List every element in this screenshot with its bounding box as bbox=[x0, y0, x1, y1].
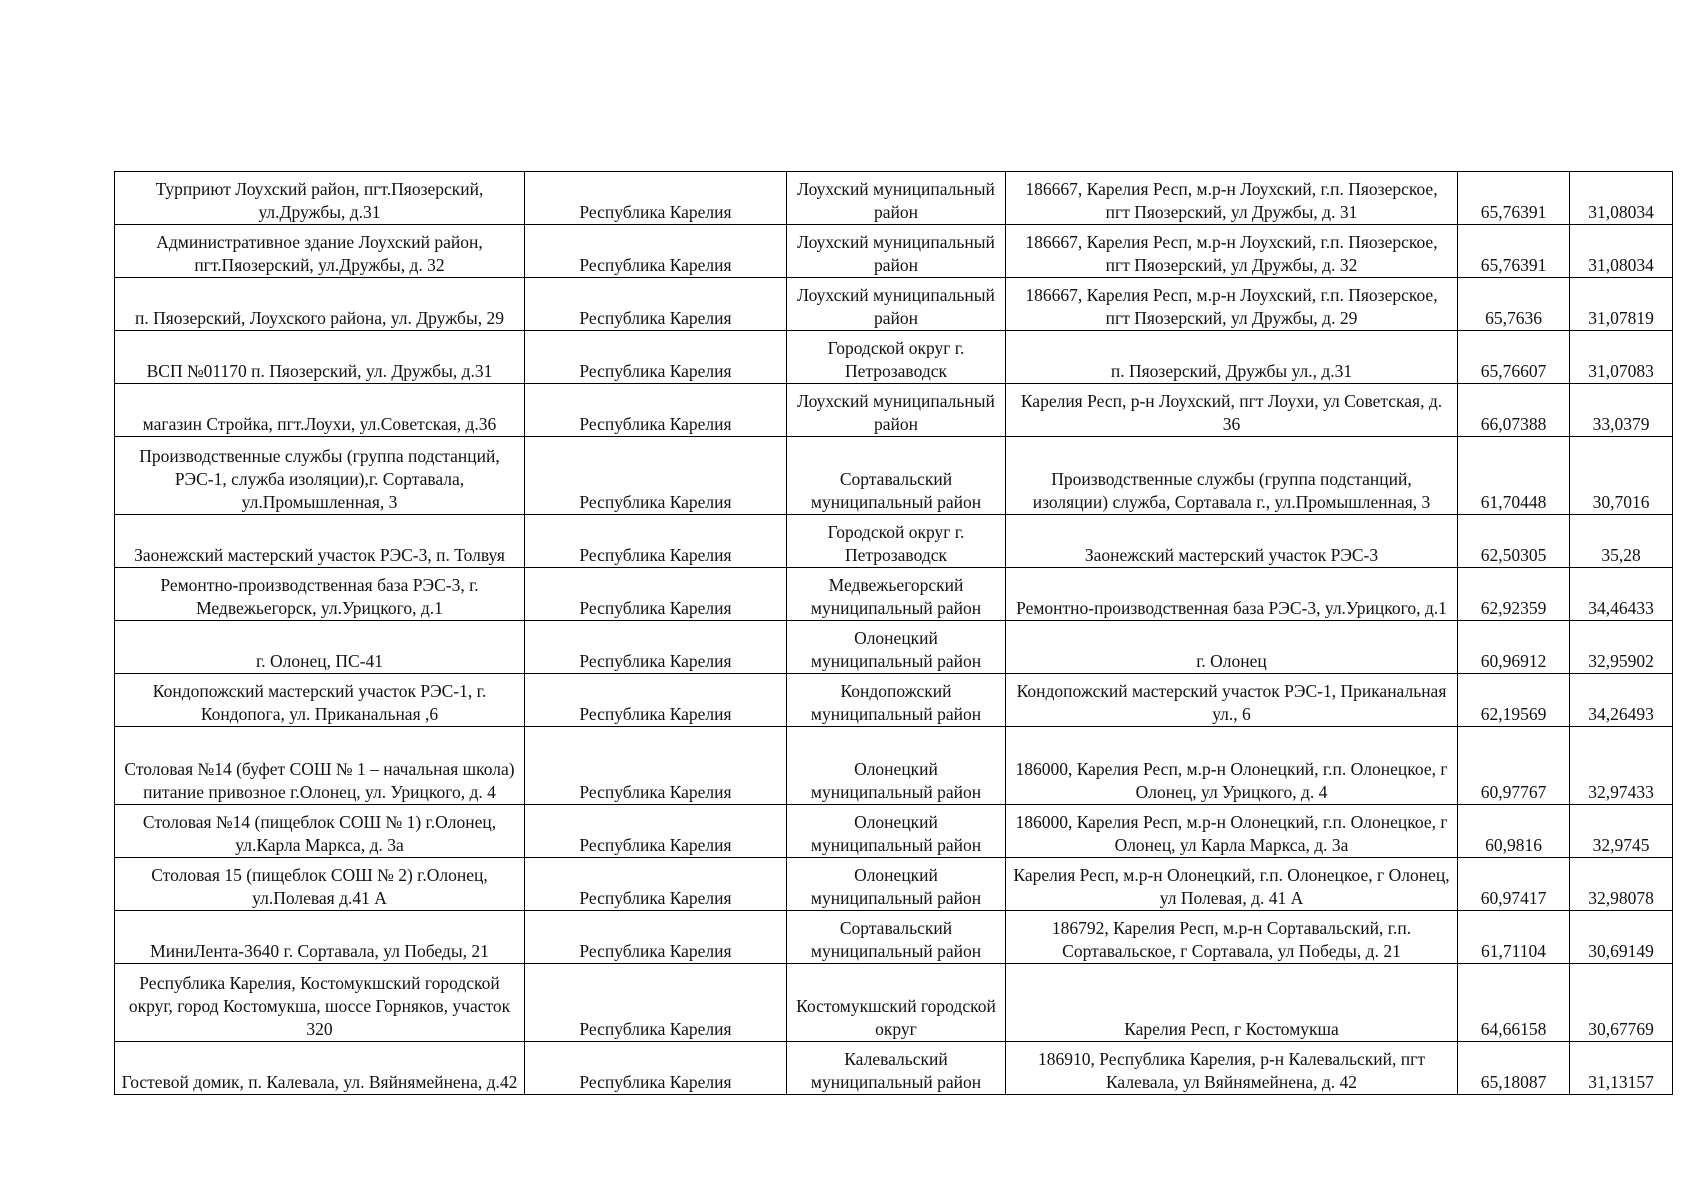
address-cell: Карелия Респ, г Костомукша bbox=[1006, 964, 1458, 1042]
address-cell: г. Олонец bbox=[1006, 621, 1458, 674]
object-name-cell: п. Пяозерский, Лоухского района, ул. Дружбы, 29 bbox=[115, 278, 525, 331]
municipality-cell: Лоухский муниципальный район bbox=[787, 384, 1006, 437]
table-row bbox=[115, 278, 1673, 331]
object-name-cell: магазин Стройка, пгт.Лоухи, ул.Советская, д.36 bbox=[115, 384, 525, 437]
address-cell: Карелия Респ, р-н Лоухский, пгт Лоухи, ул Советская, д. 36 bbox=[1006, 384, 1458, 437]
table-row bbox=[115, 225, 1673, 278]
latitude-cell: 60,96912 bbox=[1458, 621, 1570, 674]
object-name-cell: г. Олонец, ПС-41 bbox=[115, 621, 525, 674]
table-row bbox=[115, 384, 1673, 437]
region-cell: Республика Карелия bbox=[525, 225, 787, 278]
object-name-cell: Производственные службы (группа подстанций, РЭС-1, служба изоляции),г. Сортавала, ул.Промышленная, 3 bbox=[115, 437, 525, 515]
latitude-cell: 65,18087 bbox=[1458, 1042, 1570, 1095]
table-row bbox=[115, 437, 1673, 515]
address-cell: 186000, Карелия Респ, м.р-н Олонецкий, г.п. Олонецкое, г Олонец, ул Урицкого, д. 4 bbox=[1006, 727, 1458, 805]
address-cell: 186000, Карелия Респ, м.р-н Олонецкий, г.п. Олонецкое, г Олонец, ул Карла Маркса, д. 3а bbox=[1006, 805, 1458, 858]
object-name-cell: Столовая №14 (буфет СОШ № 1 – начальная школа) питание привозное г.Олонец, ул. Урицкого, д. 4 bbox=[115, 727, 525, 805]
region-cell: Республика Карелия bbox=[525, 674, 787, 727]
latitude-cell: 62,50305 bbox=[1458, 515, 1570, 568]
address-cell: Кондопожский мастерский участок РЭС-1, Приканальная ул., 6 bbox=[1006, 674, 1458, 727]
longitude-cell: 30,67769 bbox=[1570, 964, 1673, 1042]
municipality-cell: Кондопожский муниципальный район bbox=[787, 674, 1006, 727]
longitude-cell: 35,28 bbox=[1570, 515, 1673, 568]
latitude-cell: 61,71104 bbox=[1458, 911, 1570, 964]
latitude-cell: 66,07388 bbox=[1458, 384, 1570, 437]
latitude-cell: 65,76391 bbox=[1458, 225, 1570, 278]
longitude-cell: 31,07083 bbox=[1570, 331, 1673, 384]
region-cell: Республика Карелия bbox=[525, 515, 787, 568]
object-name-cell: Столовая 15 (пищеблок СОШ № 2) г.Олонец, ул.Полевая д.41 А bbox=[115, 858, 525, 911]
object-name-cell: Столовая №14 (пищеблок СОШ № 1) г.Олонец, ул.Карла Маркса, д. 3а bbox=[115, 805, 525, 858]
latitude-cell: 65,7636 bbox=[1458, 278, 1570, 331]
object-name-cell: Кондопожский мастерский участок РЭС-1, г. Кондопога, ул. Приканальная ,6 bbox=[115, 674, 525, 727]
object-name-cell: ВСП №01170 п. Пяозерский, ул. Дружбы, д.31 bbox=[115, 331, 525, 384]
address-cell: Заонежский мастерский участок РЭС-3 bbox=[1006, 515, 1458, 568]
municipality-cell: Сортавальский муниципальный район bbox=[787, 437, 1006, 515]
table-row bbox=[115, 858, 1673, 911]
longitude-cell: 34,26493 bbox=[1570, 674, 1673, 727]
municipality-cell: Городской округ г. Петрозаводск bbox=[787, 331, 1006, 384]
longitude-cell: 31,08034 bbox=[1570, 225, 1673, 278]
region-cell: Республика Карелия bbox=[525, 911, 787, 964]
address-cell: 186792, Карелия Респ, м.р-н Сортавальский, г.п. Сортавальское, г Сортавала, ул Победы, д. 21 bbox=[1006, 911, 1458, 964]
latitude-cell: 65,76607 bbox=[1458, 331, 1570, 384]
region-cell: Республика Карелия bbox=[525, 568, 787, 621]
object-name-cell: Заонежский мастерский участок РЭС-3, п. Толвуя bbox=[115, 515, 525, 568]
municipality-cell: Калевальский муниципальный район bbox=[787, 1042, 1006, 1095]
object-name-cell: Республика Карелия, Костомукшский городской округ, город Костомукша, шоссе Горняков, участок 320 bbox=[115, 964, 525, 1042]
latitude-cell: 65,76391 bbox=[1458, 172, 1570, 225]
latitude-cell: 60,97767 bbox=[1458, 727, 1570, 805]
address-cell: 186910, Республика Карелия, р-н Калевальский, пгт Калевала, ул Вяйнямейнена, д. 42 bbox=[1006, 1042, 1458, 1095]
object-name-cell: Ремонтно-производственная база РЭС-3, г. Медвежьегорск, ул.Урицкого, д.1 bbox=[115, 568, 525, 621]
latitude-cell: 60,97417 bbox=[1458, 858, 1570, 911]
region-cell: Республика Карелия bbox=[525, 384, 787, 437]
longitude-cell: 32,95902 bbox=[1570, 621, 1673, 674]
object-name-cell: Административное здание Лоухский район, пгт.Пяозерский, ул.Дружбы, д. 32 bbox=[115, 225, 525, 278]
latitude-cell: 62,92359 bbox=[1458, 568, 1570, 621]
locations-table bbox=[114, 171, 1673, 1095]
table-row bbox=[115, 1042, 1673, 1095]
region-cell: Республика Карелия bbox=[525, 278, 787, 331]
municipality-cell: Медвежьегорский муниципальный район bbox=[787, 568, 1006, 621]
municipality-cell: Сортавальский муниципальный район bbox=[787, 911, 1006, 964]
municipality-cell: Костомукшский городской округ bbox=[787, 964, 1006, 1042]
table-row bbox=[115, 515, 1673, 568]
table-row bbox=[115, 172, 1673, 225]
municipality-cell: Лоухский муниципальный район bbox=[787, 225, 1006, 278]
table-row bbox=[115, 331, 1673, 384]
municipality-cell: Лоухский муниципальный район bbox=[787, 278, 1006, 331]
municipality-cell: Олонецкий муниципальный район bbox=[787, 858, 1006, 911]
address-cell: 186667, Карелия Респ, м.р-н Лоухский, г.п. Пяозерское, пгт Пяозерский, ул Дружбы, д. 29 bbox=[1006, 278, 1458, 331]
region-cell: Республика Карелия bbox=[525, 858, 787, 911]
municipality-cell: Городской округ г. Петрозаводск bbox=[787, 515, 1006, 568]
address-cell: Производственные службы (группа подстанций, изоляции) служба, Сортавала г., ул.Промышленная, 3 bbox=[1006, 437, 1458, 515]
latitude-cell: 64,66158 bbox=[1458, 964, 1570, 1042]
table-row bbox=[115, 674, 1673, 727]
address-cell: Ремонтно-производственная база РЭС-3, ул.Урицкого, д.1 bbox=[1006, 568, 1458, 621]
longitude-cell: 31,08034 bbox=[1570, 172, 1673, 225]
longitude-cell: 30,69149 bbox=[1570, 911, 1673, 964]
latitude-cell: 60,9816 bbox=[1458, 805, 1570, 858]
longitude-cell: 31,07819 bbox=[1570, 278, 1673, 331]
region-cell: Республика Карелия bbox=[525, 172, 787, 225]
object-name-cell: Турприют Лоухский район, пгт.Пяозерский, ул.Дружбы, д.31 bbox=[115, 172, 525, 225]
table-row bbox=[115, 964, 1673, 1042]
region-cell: Республика Карелия bbox=[525, 727, 787, 805]
region-cell: Республика Карелия bbox=[525, 1042, 787, 1095]
table-row bbox=[115, 911, 1673, 964]
table-row bbox=[115, 805, 1673, 858]
address-cell: 186667, Карелия Респ, м.р-н Лоухский, г.п. Пяозерское, пгт Пяозерский, ул Дружбы, д. 32 bbox=[1006, 225, 1458, 278]
longitude-cell: 32,98078 bbox=[1570, 858, 1673, 911]
region-cell: Республика Карелия bbox=[525, 437, 787, 515]
longitude-cell: 31,13157 bbox=[1570, 1042, 1673, 1095]
region-cell: Республика Карелия bbox=[525, 964, 787, 1042]
region-cell: Республика Карелия bbox=[525, 805, 787, 858]
object-name-cell: Гостевой домик, п. Калевала, ул. Вяйнямейнена, д.42 bbox=[115, 1042, 525, 1095]
object-name-cell: МиниЛента-3640 г. Сортавала, ул Победы, 21 bbox=[115, 911, 525, 964]
table-row bbox=[115, 727, 1673, 805]
region-cell: Республика Карелия bbox=[525, 621, 787, 674]
municipality-cell: Олонецкий муниципальный район bbox=[787, 621, 1006, 674]
municipality-cell: Олонецкий муниципальный район bbox=[787, 727, 1006, 805]
address-cell: 186667, Карелия Респ, м.р-н Лоухский, г.п. Пяозерское, пгт Пяозерский, ул Дружбы, д. 31 bbox=[1006, 172, 1458, 225]
municipality-cell: Лоухский муниципальный район bbox=[787, 172, 1006, 225]
longitude-cell: 32,9745 bbox=[1570, 805, 1673, 858]
table-row bbox=[115, 621, 1673, 674]
table-row bbox=[115, 568, 1673, 621]
longitude-cell: 32,97433 bbox=[1570, 727, 1673, 805]
latitude-cell: 62,19569 bbox=[1458, 674, 1570, 727]
longitude-cell: 30,7016 bbox=[1570, 437, 1673, 515]
latitude-cell: 61,70448 bbox=[1458, 437, 1570, 515]
longitude-cell: 33,0379 bbox=[1570, 384, 1673, 437]
longitude-cell: 34,46433 bbox=[1570, 568, 1673, 621]
municipality-cell: Олонецкий муниципальный район bbox=[787, 805, 1006, 858]
region-cell: Республика Карелия bbox=[525, 331, 787, 384]
address-cell: Карелия Респ, м.р-н Олонецкий, г.п. Олонецкое, г Олонец, ул Полевая, д. 41 А bbox=[1006, 858, 1458, 911]
address-cell: п. Пяозерский, Дружбы ул., д.31 bbox=[1006, 331, 1458, 384]
